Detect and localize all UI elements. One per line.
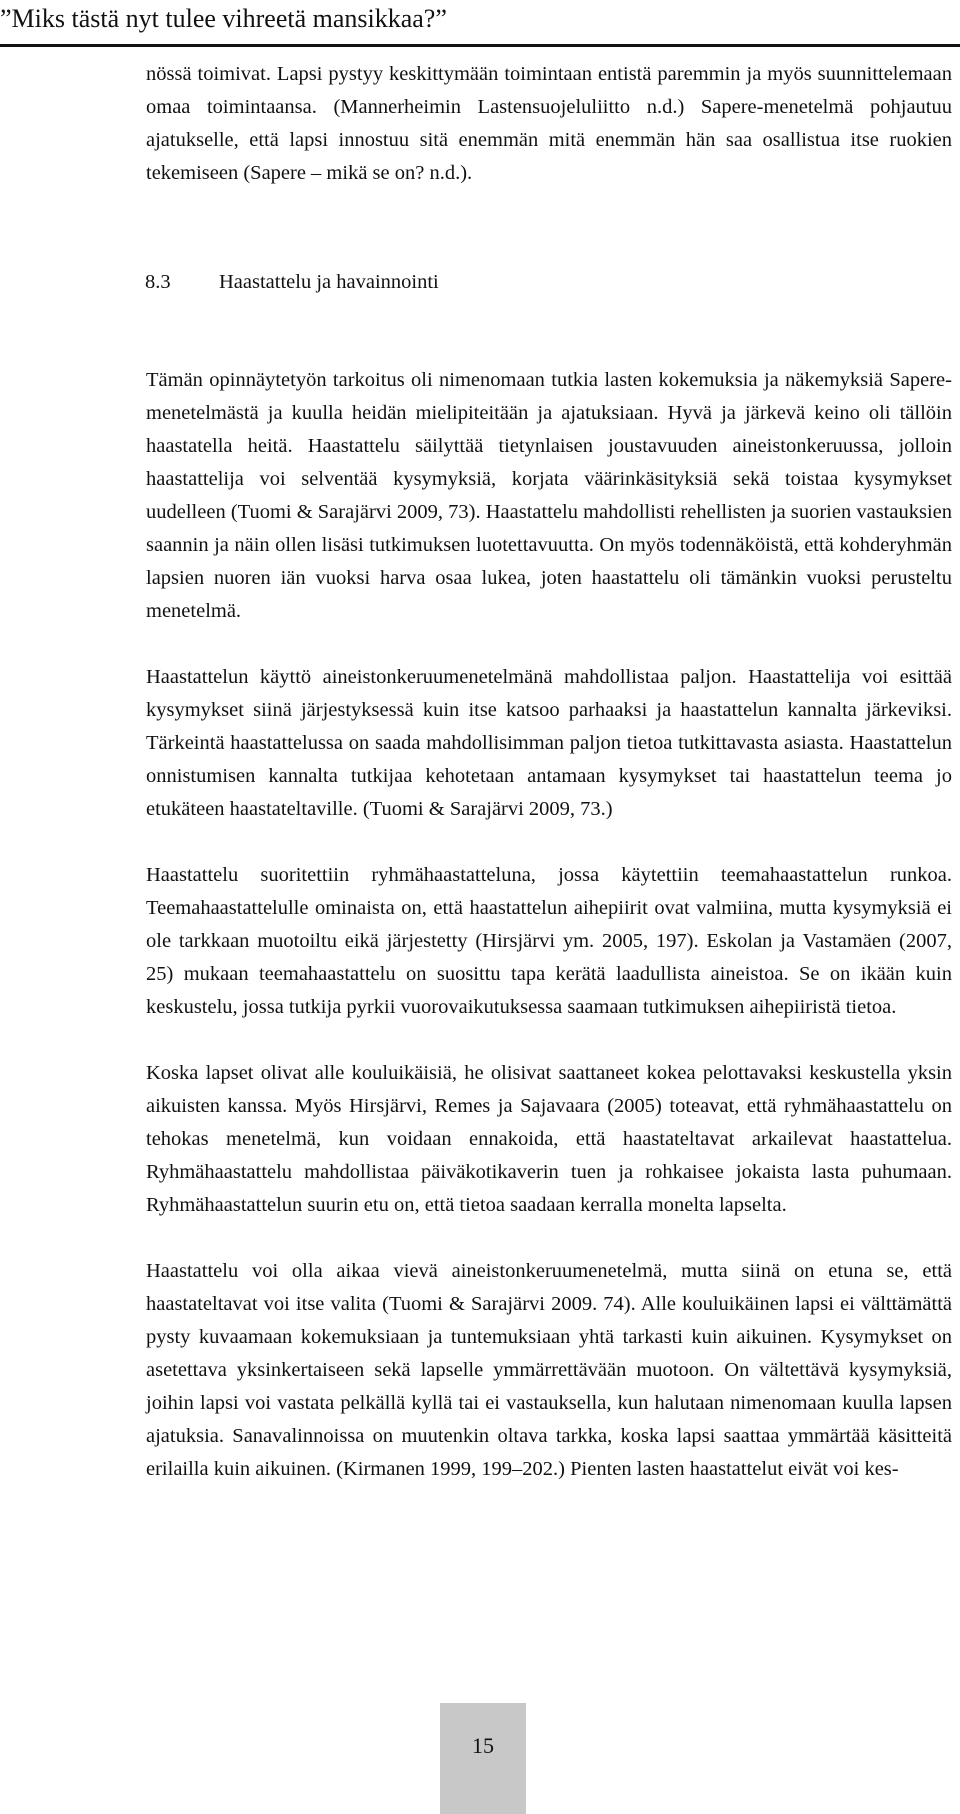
paragraph: Haastattelu voi olla aikaa vievä aineistonkeruumenetelmä, mutta siinä on etuna se, että haastateltavat voi itse valita (Tuomi & Sarajärvi 2009. 74). Alle kouluikäinen lapsi ei välttämättä pysty kuvaamaan kokemuksiaan ja tuntemuksiaan yhtä tarkasti kuin aikuinen. Kysymykset on asetettava yksinkertaiseen sekä lapselle ymmärrettävään muotoon. On vältettävä kysymyksiä, joihin lapsi voi vastata pelkällä kyllä tai ei vastauksella, kun halutaan nimenomaan kuulla lapsen ajatuksia. Sanavalinnoissa on muutenkin oltava tarkka, koska lapsi saattaa ymmärtää käsitteitä erilailla kuin aikuinen. (Kirmanen 1999, 199–202.) Pienten lasten haastattelut eivät voi kes- <box>146 1260 952 1480</box>
section-number: 8.3 <box>145 271 171 293</box>
page-number-box <box>440 1703 526 1814</box>
section-title: Haastattelu ja havainnointi <box>219 271 439 293</box>
intro-paragraph: nössä toimivat. Lapsi pystyy keskittymään toimintaan entistä paremmin ja myös suunnittelemaan omaa toimintaansa. (Mannerheimin Lastensuojeluliitto n.d.) Sapere-menetelmä pohjautuu ajatukselle, että lapsi innostuu sitä enemmän mitä enemmän hän saa osallistua itse ruokien tekemiseen (Sapere – mikä se on? n.d.). <box>146 63 952 184</box>
running-title: ”Miks tästä nyt tulee vihreetä mansikkaa?” <box>0 4 447 33</box>
section-heading <box>145 266 439 299</box>
document-body <box>145 58 952 1480</box>
page-number: 15 <box>472 1733 494 1758</box>
paragraph: Haastattelun käyttö aineistonkeruumenetelmänä mahdollistaa paljon. Haastattelija voi esittää kysymykset siinä järjestyksessä kuin itse katsoo parhaaksi ja haastattelun kannalta järkeviksi. Tärkeintä haastattelussa on saada mahdollisimman paljon tietoa tutkittavasta asiasta. Haastattelun onnistumisen kannalta tutkijaa kehotetaan antamaan kysymykset tai haastattelun teema jo etukäteen haastateltaville. (Tuomi & Sarajärvi 2009, 73.) <box>146 666 952 820</box>
paragraph: Koska lapset olivat alle kouluikäisiä, he olisivat saattaneet kokea pelottavaksi keskustella yksin aikuisten kanssa. Myös Hirsjärvi, Remes ja Sajavaara (2005) toteavat, että ryhmähaastattelu on tehokas menetelmä, kun voidaan ennakoida, että haastateltavat arkailevat haastattelua. Ryhmähaastattelu mahdollistaa päiväkotikaverin tuen ja rohkaisee jokaista lasta puhumaan. Ryhmähaastattelun suurin etu on, että tietoa saadaan kerralla monelta lapselta. <box>146 1062 952 1216</box>
section-body <box>146 364 952 1519</box>
header-rule <box>0 44 960 47</box>
paragraph: Tämän opinnäytetyön tarkoitus oli nimenomaan tutkia lasten kokemuksia ja näkemyksiä Sapere-menetelmästä ja kuulla heidän mielipiteitään ja ajatuksiaan. Hyvä ja järkevä keino oli tällöin haastatella heitä. Haastattelu säilyttää tietynlaisen joustavuuden aineistonkeruussa, jolloin haastattelija voi selventää kysymyksiä, korjata väärinkäsityksiä sekä toistaa kysymykset uudelleen (Tuomi & Sarajärvi 2009, 73). Haastattelu mahdollisti rehellisten ja suorien vastauksien saannin ja näin ollen lisäsi tutkimuksen luotettavuutta. On myös todennäköistä, että kohderyhmän lapsien nuoren iän vuoksi harva osaa lukea, joten haastattelu oli tämänkin vuoksi perusteltu menetelmä. <box>146 369 952 622</box>
paragraph: Haastattelu suoritettiin ryhmähaastatteluna, jossa käytettiin teemahaastattelun runkoa. Teemahaastattelulle ominaista on, että haastattelun aihepiirit ovat valmiina, mutta kysymyksiä ei ole tarkkaan muotoiltu eikä järjestetty (Hirsjärvi ym. 2005, 197). Eskolan ja Vastamäen (2007, 25) mukaan teemahaastattelu on suosittu tapa kerätä laadullista aineistoa. Se on ikään kuin keskustelu, jossa tutkija pyrkii vuorovaikutuksessa saamaan tutkimuksen aihepiiristä tietoa. <box>146 864 952 1018</box>
